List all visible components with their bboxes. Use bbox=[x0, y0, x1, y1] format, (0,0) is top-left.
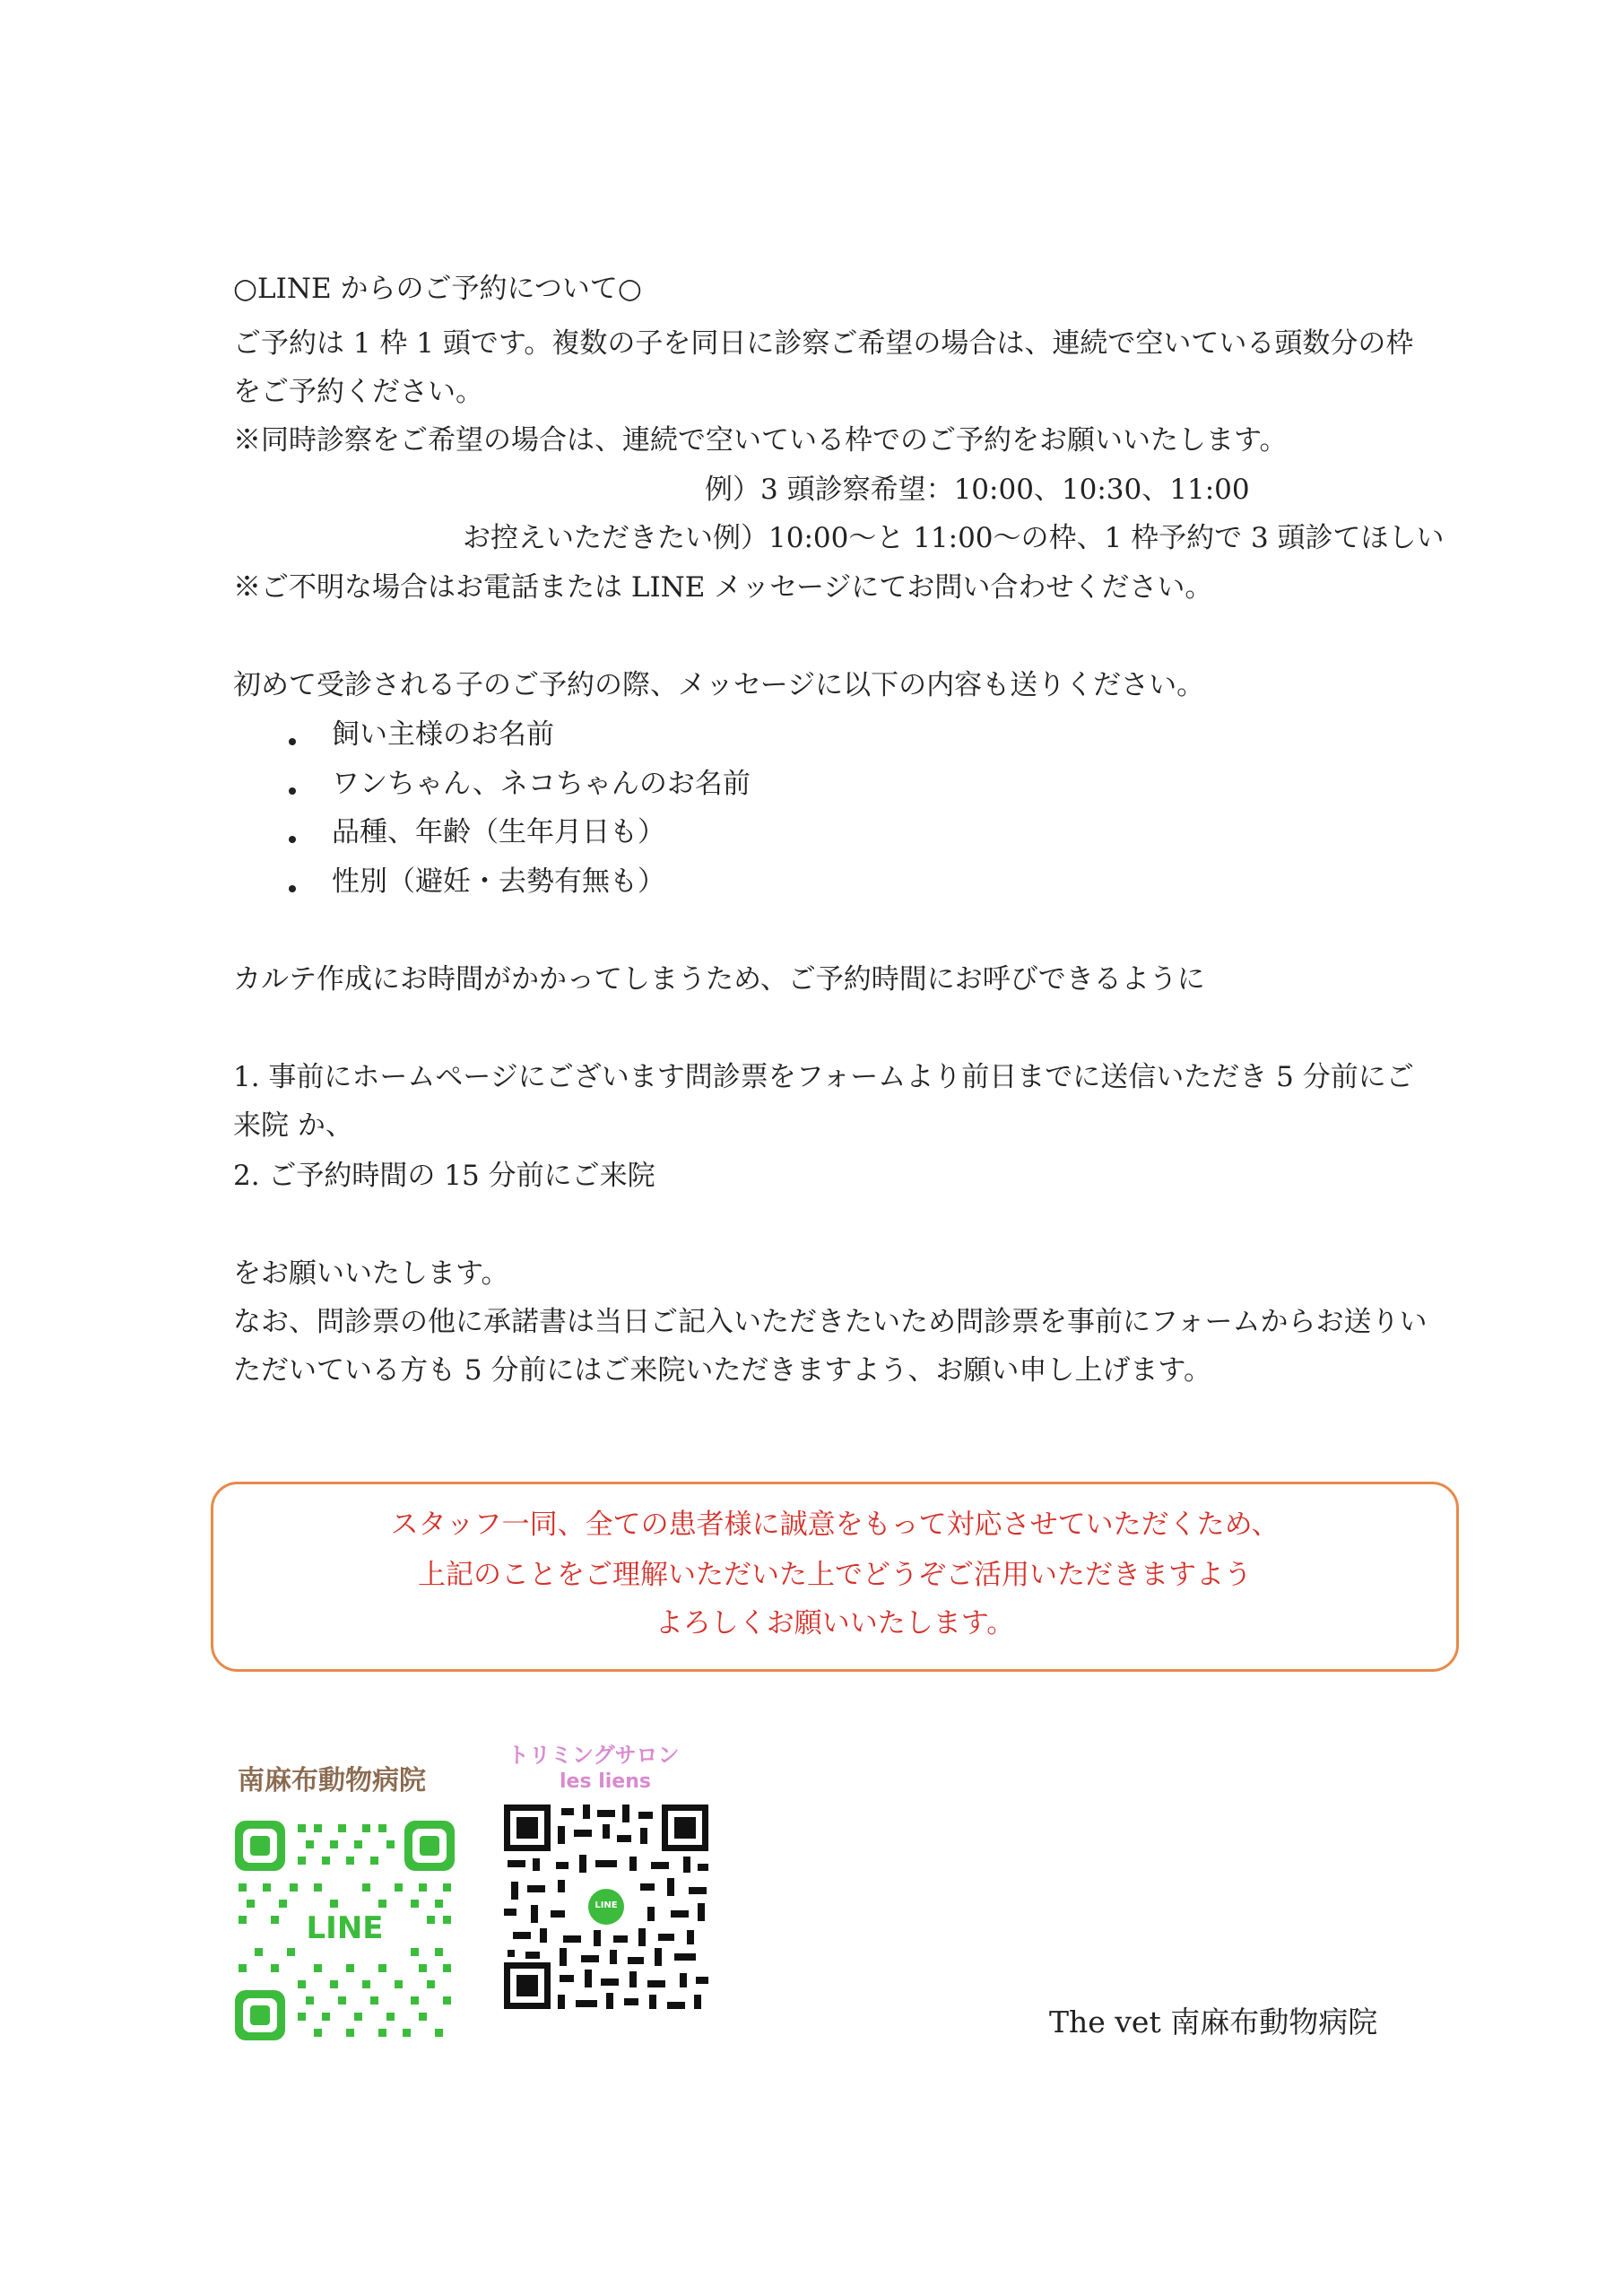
notice-line: スタッフ一同、全ての患者様に誠意をもって対応させていただくため、 bbox=[390, 1509, 1280, 1541]
salon-brand-title: トリミングサロン bbox=[508, 1743, 680, 1768]
notice-box bbox=[211, 1482, 1459, 1672]
closing-line: ただいている方も 5 分前にはご来院いただきますよう、お願い申し上げます。 bbox=[233, 1354, 1211, 1387]
salon-brand-subtitle: les liens bbox=[560, 1770, 651, 1793]
section-heading: ○LINE からのご予約について○ bbox=[233, 273, 642, 305]
clinic-brand: 南麻布動物病院 bbox=[238, 1765, 426, 1796]
clinic-line-qr-code[interactable] bbox=[235, 1821, 455, 2040]
list-item-label: 品種、年齢（生年月日も） bbox=[332, 816, 665, 848]
option-1-line: 1. 事前にホームページにございます問診票をフォームより前日までに送信いただき 5 分前にご bbox=[233, 1061, 1414, 1093]
option-1-line: 来院 か、 bbox=[233, 1109, 353, 1142]
closing-line: なお、問診票の他に承諾書は当日ご記入いただきたいため問診票を事前にフォームからお送りい bbox=[233, 1306, 1428, 1338]
example-ng: お控えいただきたい例）10:00～と 11:00～の枠、1 枠予約で 3 頭診てほしい bbox=[463, 522, 1445, 554]
first-visit-intro: 初めて受診される子のご予約の際、メッセージに以下の内容も送りください。 bbox=[233, 669, 1205, 701]
bullet-icon bbox=[289, 836, 296, 843]
signature: The vet 南麻布動物病院 bbox=[1049, 2005, 1378, 2039]
option-2: 2. ご予約時間の 15 分前にご来院 bbox=[233, 1160, 655, 1192]
list-item-label: 飼い主様のお名前 bbox=[332, 718, 554, 751]
closing-line: をお願いいたします。 bbox=[233, 1257, 509, 1290]
example-ok: 例）3 頭診察希望：10:00、10:30、11:00 bbox=[705, 474, 1250, 506]
qr-line-label: LINE bbox=[306, 1910, 384, 1946]
bullet-icon bbox=[289, 787, 296, 795]
notice-line: よろしくお願いいたします。 bbox=[655, 1607, 1015, 1639]
list-item-label: 性別（避妊・去勢有無も） bbox=[332, 865, 665, 898]
qr-line-label: LINE bbox=[595, 1900, 618, 1910]
bullet-icon bbox=[289, 738, 296, 745]
salon-line-qr-code[interactable] bbox=[504, 1805, 708, 2009]
paragraph-line: ※同時診察をご希望の場合は、連続で空いている枠でのご予約をお願いいたします。 bbox=[233, 424, 1288, 457]
paragraph-line: をご予約ください。 bbox=[233, 376, 483, 408]
paragraph-line: ※ご不明な場合はお電話または LINE メッセージにてお問い合わせください。 bbox=[233, 571, 1213, 604]
notice-line: 上記のことをご理解いただいた上でどうぞご活用いただきますよう bbox=[418, 1559, 1252, 1591]
paragraph-line: ご予約は 1 枠 1 頭です。複数の子を同日に診察ご希望の場合は、連続で空いている頭数分の枠 bbox=[233, 327, 1414, 360]
bullet-icon bbox=[289, 885, 296, 892]
list-item-label: ワンちゃん、ネコちゃんのお名前 bbox=[332, 768, 751, 800]
karte-note: カルテ作成にお時間がかかってしまうため、ご予約時間にお呼びできるように bbox=[233, 963, 1205, 996]
